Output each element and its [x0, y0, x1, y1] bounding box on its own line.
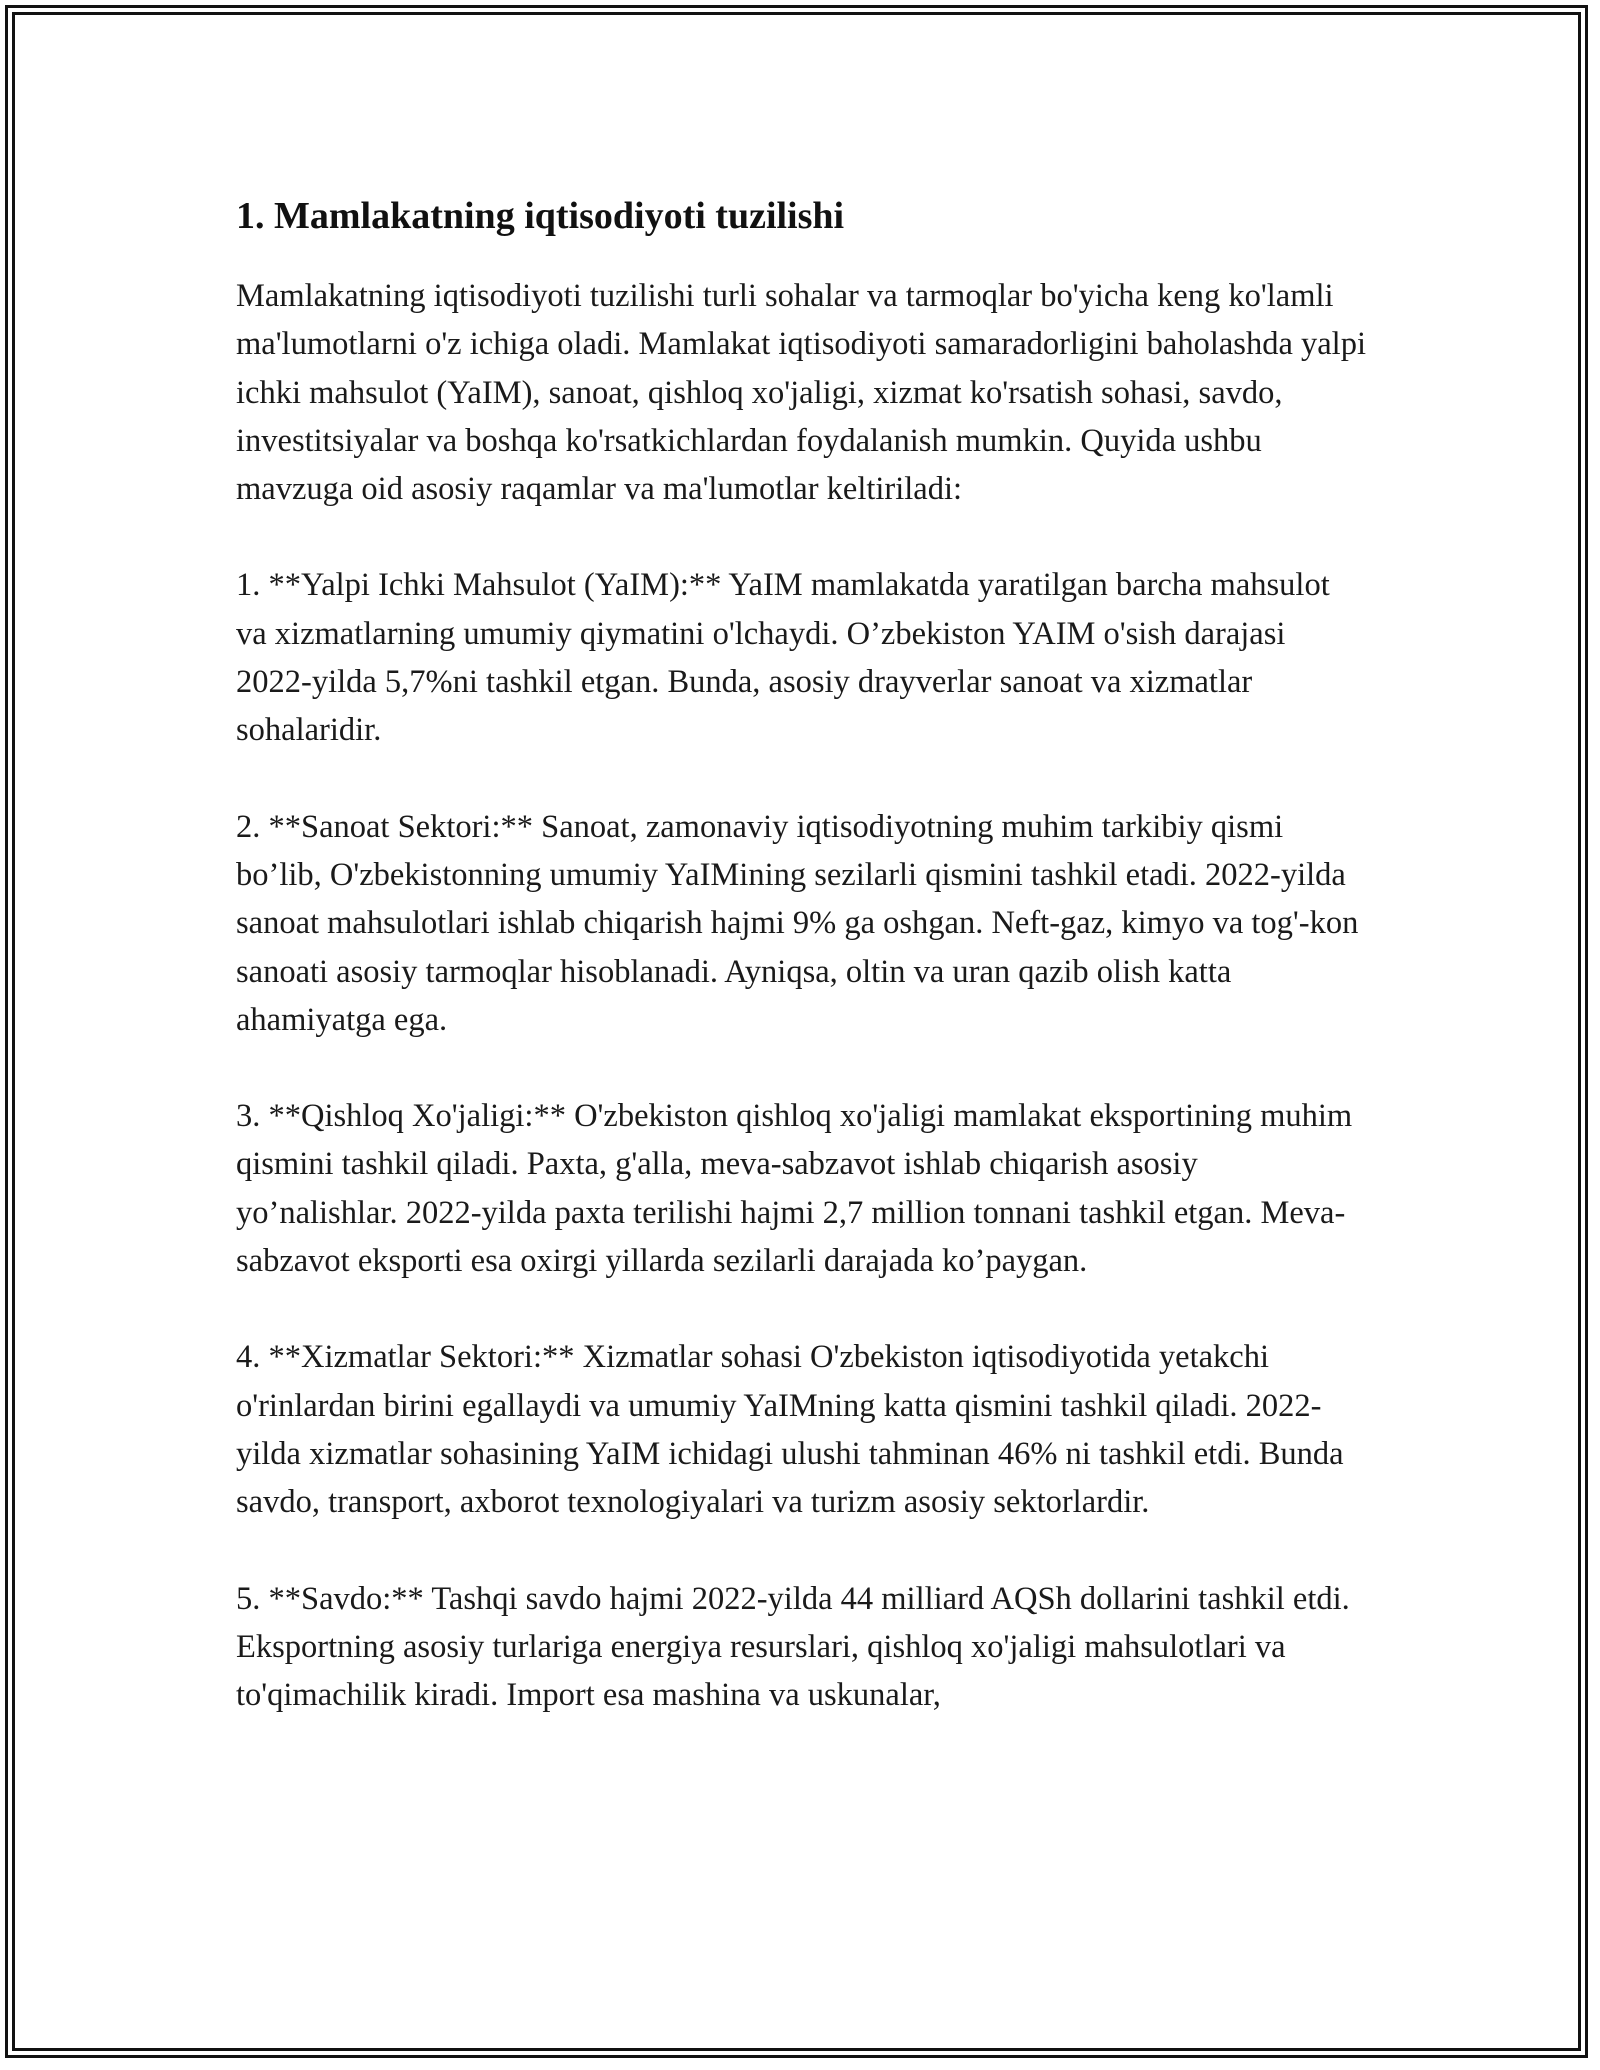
intro-paragraph: Mamlakatning iqtisodiyoti tuzilishi turli sohalar va tarmoqlar bo'yicha keng ko'lamli ma'lumotlarni o'z ichiga oladi. Mamlakat iqtisodiyoti samaradorligini baholashda yalpi ichki mahsulot (YaIM), sanoat, qishloq xo'jaligi, xizmat ko'rsatish sohasi, savdo, investitsiyalar va boshqa ko'rsatkichlardan foydalanish mumkin. Quyida ushbu mavzuga oid asosiy raqamlar va ma'lumotlar keltiriladi:	[236, 278, 1366, 508]
paragraph-agriculture: 3. **Qishloq Xo'jaligi:** O'zbekiston qishloq xo'jaligi mamlakat eksportining muhim qismini tashkil qiladi. Paxta, g'alla, meva-sabzavot ishlab chiqarish asosiy yo’nalishlar. 2022-yilda paxta terilishi hajmi 2,7 million tonnani tashkil etgan. Meva-sabzavot eksporti esa oxirgi yillarda sezilarli darajada ko’paygan.	[236, 1098, 1353, 1280]
paragraph-services: 4. **Xizmatlar Sektori:** Xizmatlar sohasi O'zbekiston iqtisodiyotida yetakchi o'rinlardan birini egallaydi va umumiy YaIMning katta qismini tashkil qiladi. 2022-yilda xizmatlar sohasining YaIM ichidagi ulushi tahminan 46% ni tashkil etdi. Bunda savdo, transport, axborot texnologiyalari va turizm asosiy sektorlardir.	[236, 1339, 1344, 1521]
paragraph-trade: 5. **Savdo:** Tashqi savdo hajmi 2022-yilda 44 milliard AQSh dollarini tashkil etdi. Eksportning asosiy turlariga energiya resurslari, qishloq xo'jaligi mahsulotlari va to'qimachilik kiradi. Import esa mashina va uskunalar,	[236, 1580, 1350, 1714]
paragraph-industry: 2. **Sanoat Sektori:** Sanoat, zamonaviy iqtisodiyotning muhim tarkibiy qismi bo’lib, O'zbekistonning umumiy YaIMining sezilarli qismini tashkil etadi. 2022-yilda sanoat mahsulotlari ishlab chiqarish hajmi 9% ga oshgan. Neft-gaz, kimyo va tog'-kon sanoati asosiy tarmoqlar hisoblanadi. Ayniqsa, oltin va uran qazib olish katta ahamiyatga ega.	[236, 808, 1359, 1038]
section-heading: 1. Mamlakatning iqtisodiyoti tuzilishi	[236, 195, 845, 237]
paragraph-gdp: 1. **Yalpi Ichki Mahsulot (YaIM):** YaIM mamlakatda yaratilgan barcha mahsulot va xizmatlarning umumiy qiymatini o'lchaydi. O’zbekiston YAIM o'sish darajasi 2022-yilda 5,7%ni tashkil etgan. Bunda, asosiy drayverlar sanoat va xizmatlar sohalaridir.	[236, 567, 1330, 749]
document-body	[236, 190, 1366, 1767]
